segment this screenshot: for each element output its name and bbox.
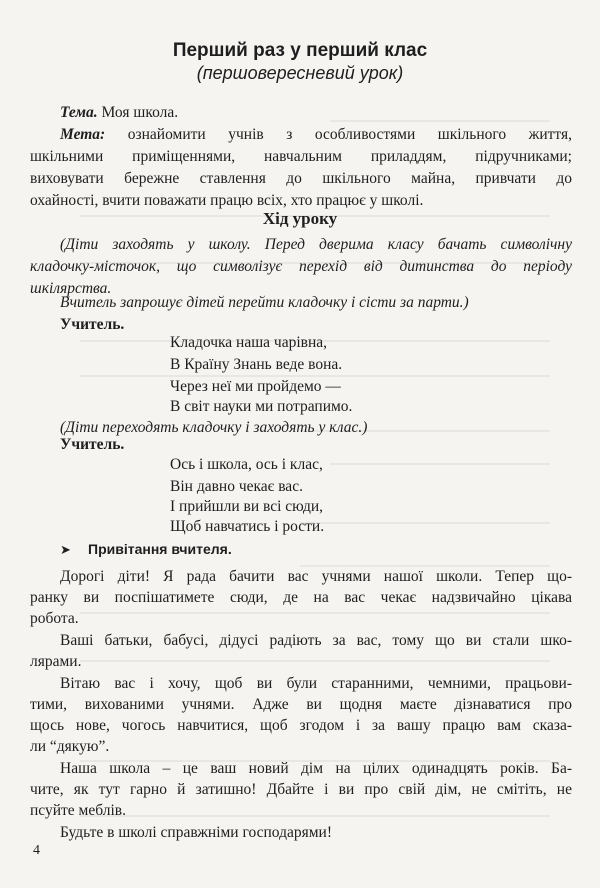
goal-line-2: шкільними приміщеннями, навчальним приладдям, підручниками; — [30, 148, 572, 165]
lesson-subtitle: (першовересневий урок) — [196, 63, 404, 83]
teacher-label-1: Учитель. — [60, 316, 125, 333]
poem-1-line-3: Через неї ми пройдемо — — [170, 378, 341, 395]
stage-direction-line-4: Вчитель запрошує дітей перейти кладочку і сісти за парти.) — [60, 294, 469, 311]
topic-text: Моя школа. — [97, 104, 179, 121]
paragraph-2-line-1: Ваші батьки, бабусі, дідусі радіють за вас, тому що ви стали шко- — [60, 632, 572, 649]
page-number: 4 — [33, 843, 40, 858]
goal-text-1: ознайомити учнів з особливостями шкільного життя, — [105, 126, 572, 143]
paragraph-3-line-4: ли “дякую”. — [30, 738, 110, 755]
paragraph-4-line-1: Наша школа – це ваш новий дім на цілих одинадцять років. Ба- — [60, 760, 572, 777]
teacher-label-2: Учитель. — [60, 436, 125, 453]
lesson-title: Перший раз у перший клас — [172, 40, 428, 61]
goal-line-4: охайності, вчити поважати працю всіх, хто працює у школі. — [30, 192, 424, 209]
section-heading — [60, 541, 232, 558]
paragraph-1-line-1: Дорогі діти! Я рада бачити вас учнями нашої школи. Тепер що- — [60, 568, 572, 585]
stage-direction-line-5: (Діти переходять кладочку і заходять у клас.) — [60, 419, 368, 436]
goal-line-3: виховувати бережне ставлення до шкільного майна, привчати до — [30, 170, 572, 187]
paragraph-5: Будьте в школі справжніми господарями! — [60, 824, 332, 841]
paragraph-3-line-3: щось нове, чогось навчитися, щоб згодом і за вашу працю вам сказа- — [30, 717, 572, 734]
poem-2-line-4: Щоб навчатись і рости. — [170, 518, 325, 535]
section-title: Привітання вчителя. — [88, 541, 232, 557]
poem-1-line-1: Кладочка наша чарівна, — [170, 334, 327, 351]
paragraph-4-line-3: псуйте меблів. — [30, 802, 126, 819]
topic-label: Тема. — [60, 104, 98, 121]
poem-1-line-4: В світ науки ми потрапимо. — [170, 398, 353, 415]
paragraph-2-line-2: лярами. — [30, 653, 82, 670]
stage-direction-line-3: шкілярства. — [30, 280, 112, 297]
goal-line-1 — [60, 125, 572, 145]
paragraph-3-line-2: тими, вихованими учнями. Адже ви щодня маєте дізнаватися про — [30, 696, 572, 713]
arrow-bullet-icon: ➤ — [60, 542, 71, 557]
paragraph-3-line-1: Вітаю вас і хочу, щоб ви були старанними, чемними, працьови- — [60, 675, 572, 692]
paragraph-4-line-2: чите, як тут гарно й затишно! Дбайте і ви про свій дім, не смітіть, не — [30, 781, 572, 798]
stage-direction-line-2: кладочку-місточок, що символізує перехід від дитинства до періоду — [30, 258, 572, 275]
poem-1-line-2: В Країну Знань веде вона. — [170, 356, 343, 373]
poem-2-line-3: І прийшли ви всі сюди, — [170, 498, 324, 515]
topic-line — [60, 103, 178, 123]
goal-label: Мета: — [60, 126, 106, 143]
paragraph-1-line-3: робота. — [30, 610, 79, 627]
poem-2-line-2: Він давно чекає вас. — [170, 478, 303, 495]
poem-2-line-1: Ось і школа, ось і клас, — [170, 456, 323, 473]
stage-direction-line-1: (Діти заходять у школу. Перед дверима класу бачать символічну — [60, 236, 572, 253]
lesson-progress-heading: Хід уроку — [262, 209, 338, 228]
paragraph-1-line-2: ранку ви поспішатимете сюди, де на вас чекає надзвичайно цікава — [30, 589, 572, 606]
